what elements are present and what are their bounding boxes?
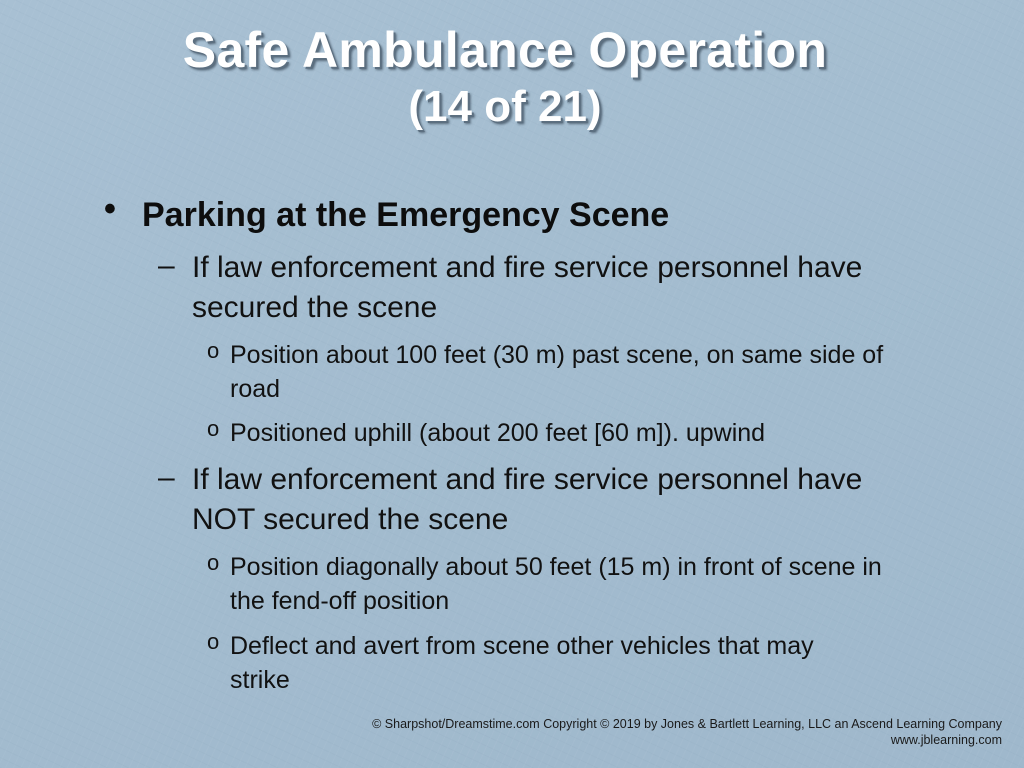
circle-bullet-icon: o	[207, 550, 220, 575]
slide-title-counter: (14 of 21)	[408, 82, 602, 131]
list-item-text: Position diagonally about 50 feet (15 m) in front of scene in the fend-off position	[230, 553, 882, 615]
slide-footer	[372, 716, 1002, 748]
circle-bullet-icon: o	[207, 416, 220, 441]
sub-bullet-not-secured-text: If law enforcement and fire service personnel have NOT secured the scene	[192, 463, 863, 536]
sub-bullet-secured-text: If law enforcement and fire service personnel have secured the scene	[192, 251, 863, 324]
bullet-dot-icon: •	[104, 190, 116, 228]
slide-title-main: Safe Ambulance Operation	[182, 22, 828, 78]
publisher-url: www.jblearning.com	[890, 733, 1002, 747]
copyright-notice: © Sharpshot/Dreamstime.com Copyright © 2019 by Jones & Bartlett Learning, LLC an Ascend Learning Company	[372, 717, 1002, 731]
dash-bullet-icon: –	[158, 461, 175, 494]
list-item-text: Positioned uphill (about 200 feet [60 m]). upwind	[230, 419, 766, 447]
circle-bullet-icon: o	[207, 338, 220, 363]
list-item-text: Deflect and avert from scene other vehicles that may strike	[230, 632, 814, 694]
bullet-main-text: Parking at the Emergency Scene	[142, 196, 670, 234]
list-item-text: Position about 100 feet (30 m) past scene, on same side of road	[230, 341, 884, 403]
circle-bullet-icon: o	[207, 629, 220, 654]
dash-bullet-icon: –	[158, 249, 175, 282]
